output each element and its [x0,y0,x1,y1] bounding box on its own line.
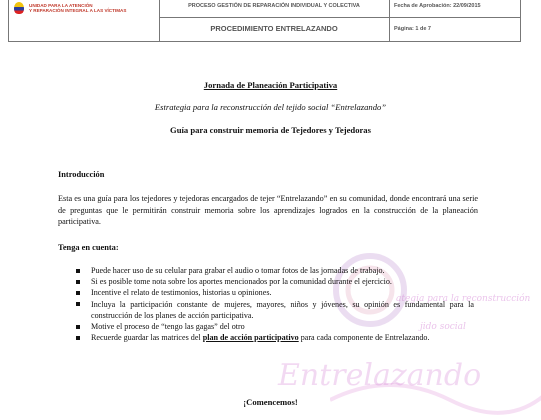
list-item: Motive el proceso de “tengo las gagas” del otro [76,321,474,332]
watermark-line-2: jido social [420,322,466,332]
list-item-text-pre: Recuerde guardar las matrices del [91,333,203,343]
list-item: Si es posible tome nota sobre los aportes mencionados por la comunidad durante el ejercicio. [76,276,474,287]
watermark-word: Entrelazando [278,358,482,393]
logo-cell [9,0,160,41]
process-name: PROCESO GESTIÓN DE REPARACIÓN INDIVIDUAL Y COLECTIVA [159,0,390,17]
header-row-2 [159,17,520,41]
plan-link: plan de acción participativo [202,333,299,343]
header-row-1 [159,0,520,18]
watermark-line-1: ategia para la reconstrucción [396,294,531,304]
intro-heading: Introducción [58,170,105,179]
logo-line-2: Y REPARACIÓN INTEGRAL A LAS VÍCTIMAS [29,8,127,13]
list-item [76,332,474,343]
page-number: Página: 1 de 7 [394,26,431,32]
list-item: Incluya la participación constante de mujeres, mayores, niños y jóvenes, su opinión es fundamental para la construcción de los planes de acción participativa. [76,299,474,321]
note-heading: Tenga en cuenta: [58,243,119,252]
document-subtitle: Estrategia para la reconstrucción del tejido social “Entrelazando” [154,102,387,112]
document-title: Jornada de Planeación Participativa [203,80,338,90]
coat-of-arms-logo [14,2,24,14]
list-item: Puede hacer uso de su celular para grabar el audio o tomar fotos de las jornadas de trabajo. [76,265,474,276]
tips-list [76,265,474,343]
approval-date: Fecha de Aprobación: 22/09/2015 [394,3,481,9]
logo-line-1: UNIDAD PARA LA ATENCIÓN [29,3,93,8]
list-item: Incentive el relato de testimonios, historias u opiniones. [76,287,474,298]
logo-text [29,3,126,13]
guide-title: Guía para construir memoria de Tejedores y Tejedoras [170,125,371,135]
list-item-text-post: para cada componente de Entrelazando. [298,333,430,343]
document-header [8,0,521,42]
procedure-name: PROCEDIMIENTO ENTRELAZANDO [159,17,390,41]
closing-text: ¡Comencemos! [243,397,298,407]
intro-paragraph: Esta es una guía para los tejedores y tejedoras encargados de tejer “Entrelazando” en su comunidad, donde encontrará una serie de preguntas que le permitirán construir memoria sobre los aprendizajes logrados en la construcción de la planeación participativa. [58,194,478,226]
